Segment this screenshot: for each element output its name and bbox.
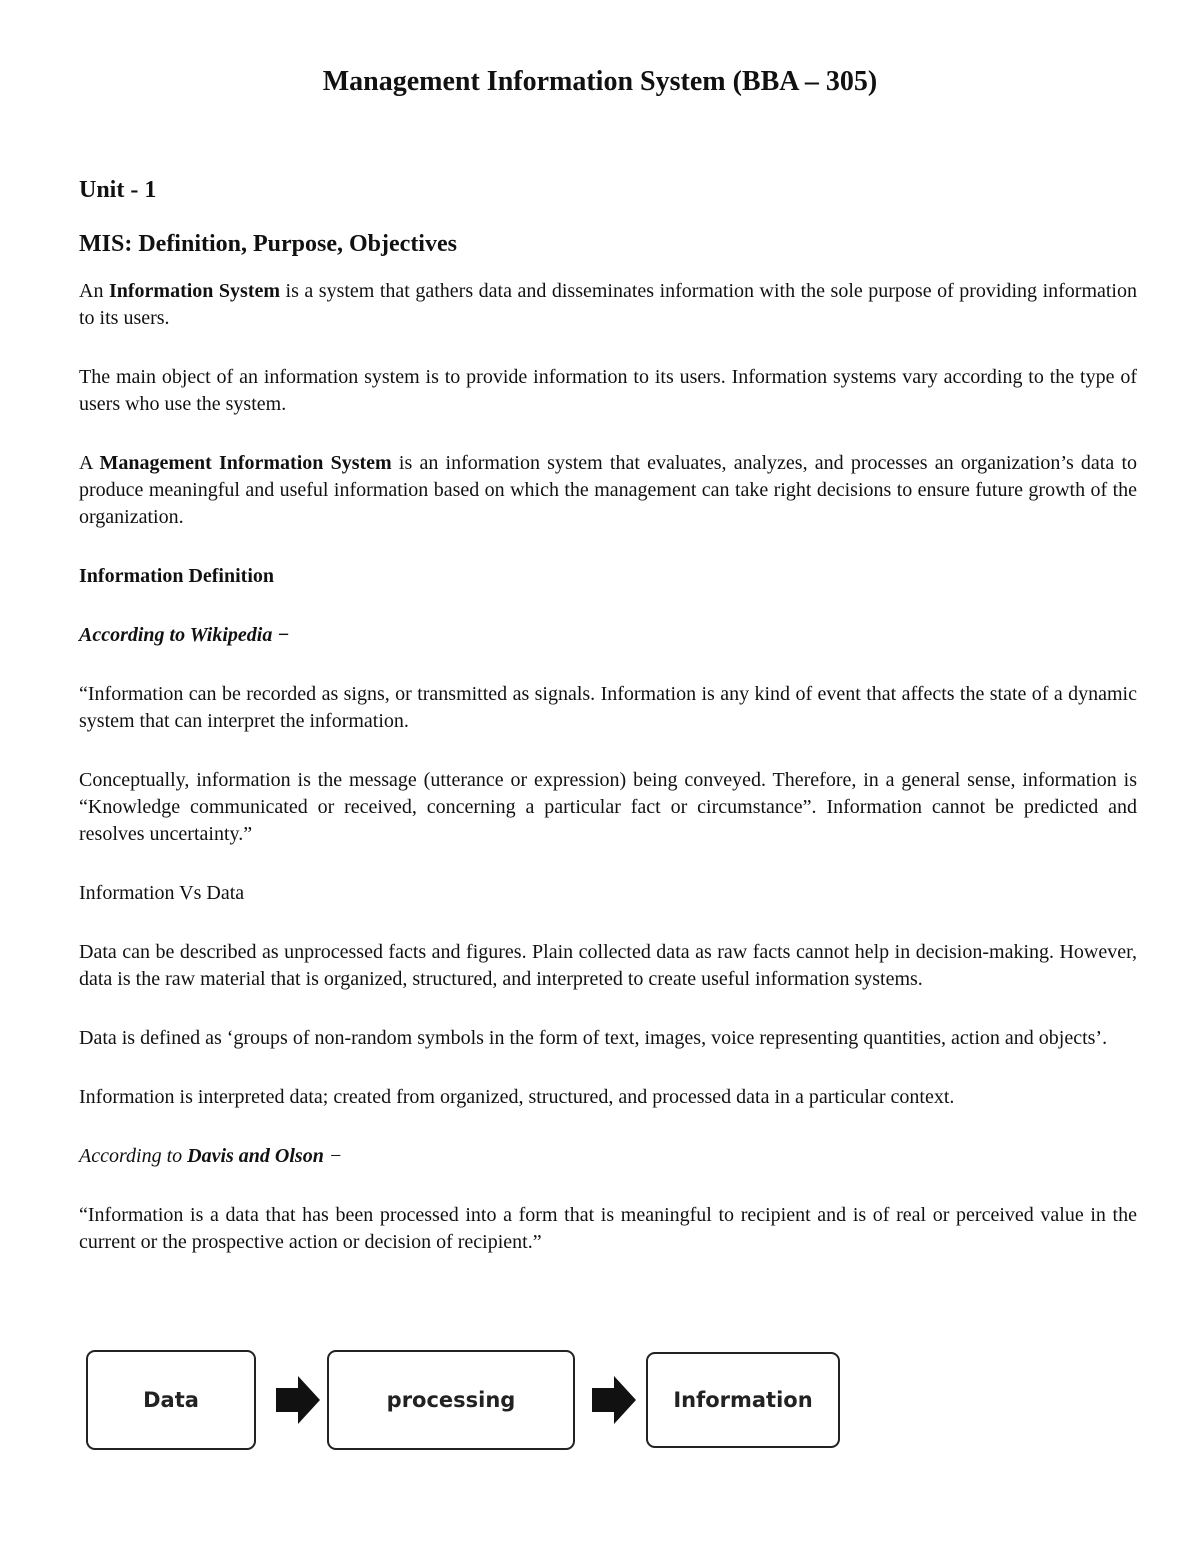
- term-mis: Management Information System: [99, 452, 392, 474]
- paragraph-mis: [79, 450, 1137, 531]
- paragraph-information-system: [79, 278, 1137, 332]
- paragraph-info-interpreted: Information is interpreted data; created from organized, structured, and processed data in a particular context.: [79, 1086, 955, 1108]
- diagram-box-information: Information: [646, 1352, 840, 1448]
- wikipedia-heading: According to Wikipedia −: [79, 624, 290, 646]
- document-title: Management Information System (BBA – 305): [322, 66, 878, 97]
- paragraph-data-defined: Data is defined as ‘groups of non-random symbols in the form of text, images, voice representing quantities, action and objects’.: [79, 1027, 1108, 1049]
- diagram-box-processing: processing: [327, 1350, 575, 1450]
- davis-pre: According to: [79, 1145, 188, 1167]
- info-definition-heading: Information Definition: [79, 565, 274, 587]
- data-processing-diagram: [86, 1346, 846, 1456]
- p3-post: is an information system that evaluates, analyzes, and processes an organization’s data to produce meaningful and useful information based on which the management can take right decisions to ensure future growth of the organization.: [79, 452, 1137, 528]
- p1-pre: An: [79, 280, 109, 302]
- wikipedia-quote: “Information can be recorded as signs, or transmitted as signals. Information is any kind of event that affects the state of a dynamic system that can interpret the information.: [79, 683, 1137, 732]
- davis-olson-name: Davis and Olson: [187, 1145, 324, 1167]
- unit-heading: Unit - 1: [79, 177, 157, 203]
- davis-post: −: [323, 1145, 343, 1167]
- paragraph-conceptually: Conceptually, information is the message (utterance or expression) being conveyed. Therefore, in a general sense, information is “Knowledge communicated or received, concerning a particular fact or circumstance”. Information cannot be predicted and resolves uncertainty.”: [79, 769, 1137, 845]
- davis-olson-heading: [79, 1143, 1137, 1170]
- paragraph-data-description: Data can be described as unprocessed facts and figures. Plain collected data as raw facts cannot help in decision-making. However, data is the raw material that is organized, structured, and interpreted to create useful information systems.: [79, 941, 1137, 990]
- paragraph-main-object: The main object of an information system is to provide information to its users. Information systems vary according to the type of users who use the system.: [79, 366, 1137, 415]
- document-body: [79, 172, 1137, 1256]
- section-heading: MIS: Definition, Purpose, Objectives: [79, 231, 457, 257]
- p1-post: is a system that gathers data and disseminates information with the sole purpose of providing information to its users.: [79, 280, 1137, 329]
- p3-pre: A: [79, 452, 100, 474]
- info-vs-data-heading: Information Vs Data: [79, 882, 245, 904]
- arrow-right-icon: [592, 1376, 636, 1424]
- term-information-system: Information System: [108, 280, 281, 302]
- davis-olson-quote: “Information is a data that has been processed into a form that is meaningful to recipient and is of real or perceived value in the current or the prospective action or decision of recipient.”: [79, 1204, 1137, 1253]
- arrow-right-icon: [276, 1376, 320, 1424]
- diagram-box-data: Data: [86, 1350, 256, 1450]
